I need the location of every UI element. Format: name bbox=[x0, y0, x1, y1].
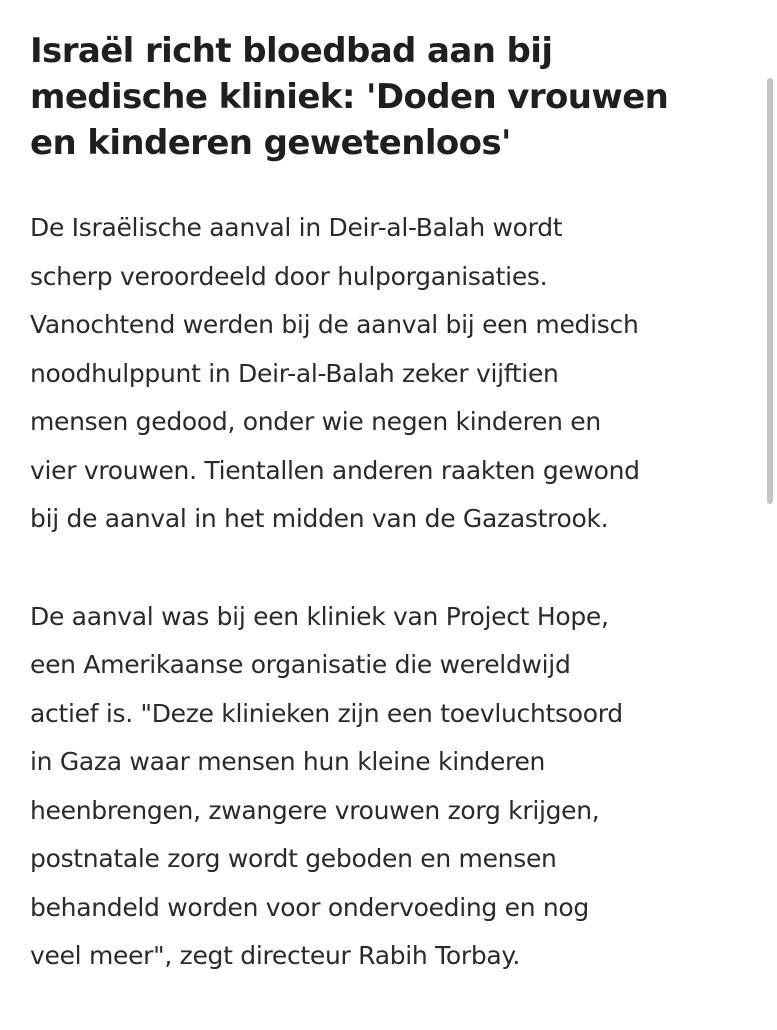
article-headline: Israël richt bloedbad aan bij medische kliniek: 'Doden vrouwen en kinderen gewetenloos' bbox=[30, 31, 669, 163]
scrollbar-thumb[interactable] bbox=[767, 78, 773, 504]
article-paragraph-2: De aanval was bij een kliniek van Project Hope, een Amerikaanse organisatie die wereldwijd actief is. "Deze klinieken zijn een toevluchtsoord in Gaza waar mensen hun kleine kinderen heenbrengen, zwangere vrouwen zorg krijgen, postnatale zorg wordt geboden en mensen behandeld worden voor ondervoeding en nog veel meer", zegt directeur Rabih Torbay. bbox=[30, 601, 623, 970]
article-body bbox=[30, 204, 755, 981]
article-paragraph-1: De Israëlische aanval in Deir-al-Balah wordt scherp veroordeeld door hulporganisaties. Vanochtend werden bij de aanval bij een medisch noodhulppunt in Deir-al-Balah zeker vijftien mensen gedood, onder wie negen kinderen en vier vrouwen. Tientallen anderen raakten gewond bij de aanval in het midden van de Gazastrook. bbox=[30, 213, 640, 533]
article bbox=[30, 28, 755, 1030]
